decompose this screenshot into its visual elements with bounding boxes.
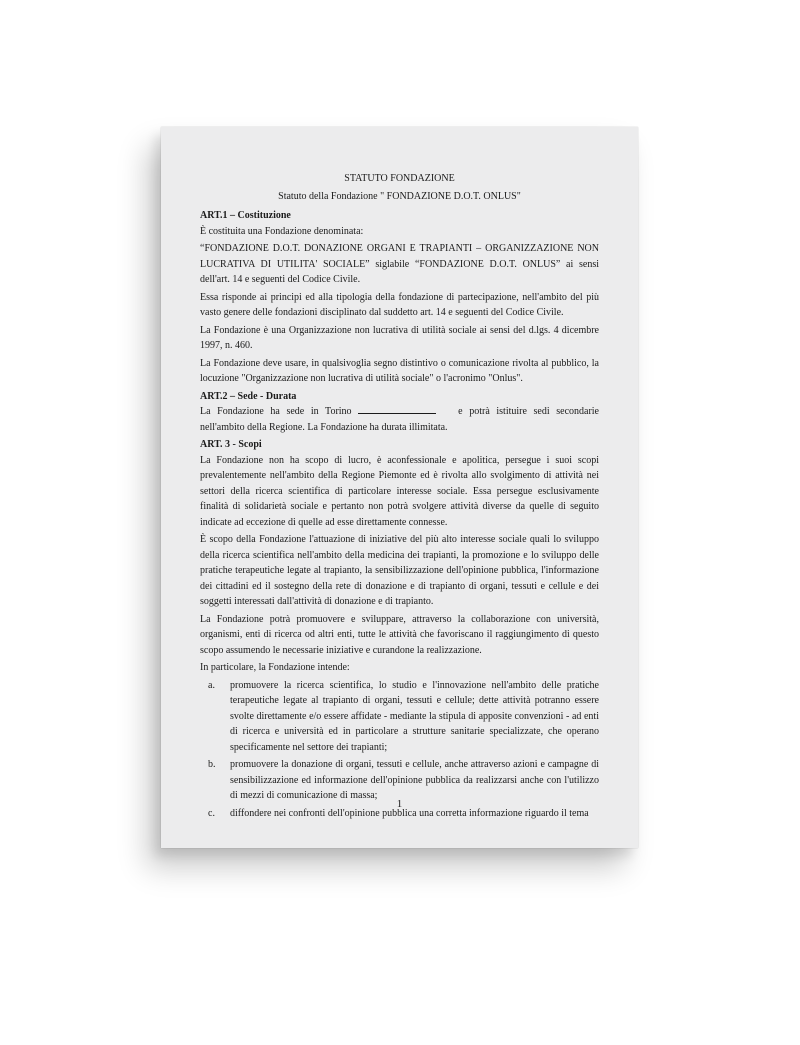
list-item-text: diffondere nei confronti dell'opinione pubblica una corretta informazione riguardo il tema: [230, 807, 589, 819]
art1-paragraph: La Fondazione deve usare, in qualsivoglia segno distintivo o comunicazione rivolta al pubblico, la locuzione "Organizzazione non lucrativa di utilità sociale" o l'acronimo "Onlus".: [200, 357, 599, 384]
art3-paragraph: La Fondazione potrà promuovere e sviluppare, attraverso la collaborazione con università, organismi, enti di ricerca od altri enti, tutte le attività che favoriscano il raggiungimento di questo scopo assumendo le necessarie iniziative e curandone la realizzazione.: [200, 613, 599, 656]
art3-paragraph: In particolare, la Fondazione intende:: [200, 662, 350, 673]
art3-paragraph: È scopo della Fondazione l'attuazione di iniziative del più alto interesse sociale quali lo sviluppo della ricerca scientifica nell'ambito della medicina dei trapianti, la promozione e lo sviluppo delle pratiche terapeutiche legate al trapianto, la sensibilizzazione dell'opinione pubblica, l'informazione dei cittadini ed il sostegno della rete di donazione e di trapianto di organi, tessuti e cellule e dei soggetti interessati dall'attività di donazione e di trapianto.: [200, 534, 599, 607]
art2-text-after: e potrà istituire sedi secondarie nell'ambito della Regione. La Fondazione ha durata illimitata.: [200, 406, 599, 433]
list-item-text: promuovere la ricerca scientifica, lo studio e l'innovazione nell'ambito delle pratiche terapeutiche legate al trapianto di organi, tessuti e cellule; dette attività potranno essere svolte direttamente e/o essere affidate - mediante la stipula di apposite convenzioni - ad enti di ricerca e università ed in particolare a strutture sanitarie specializzate, che operano specificamente nel settore dei trapianti;: [230, 679, 599, 753]
list-marker: b.: [208, 759, 216, 770]
list-item-text: promuovere la donazione di organi, tessuti e cellule, anche attraverso azioni e campagne di sensibilizzazione ed informazione dell'opinione pubblica da realizzarsi anche con l'utilizzo di mezzi di comunicazione di massa;: [230, 759, 599, 801]
document-subtitle: Statuto della Fondazione " FONDAZIONE D.O.T. ONLUS": [278, 190, 521, 202]
page-number: 1: [396, 798, 403, 810]
art1-paragraph: È costituita una Fondazione denominata:: [200, 225, 364, 237]
art1-paragraph: “FONDAZIONE D.O.T. DONAZIONE ORGANI E TRAPIANTI – ORGANIZZAZIONE NON LUCRATIVA DI UTILITA' SOCIALE” siglabile “FONDAZIONE D.O.T. ONLUS” ai sensi dell'art. 14 e seguenti del Codice Civile.: [200, 243, 599, 285]
list-item: [200, 678, 599, 756]
art1-paragraph: Essa risponde ai principi ed alla tipologia della fondazione di partecipazione, nell'ambito del più vasto genere delle fondazioni disciplinato dal suddetto art. 14 e seguenti del Codice Civile.: [200, 291, 599, 318]
document-title: STATUTO FONDAZIONE: [344, 173, 455, 184]
art1-paragraph: La Fondazione è una Organizzazione non lucrativa di utilità sociale ai sensi del d.lgs. 4 dicembre 1997, n. 460.: [200, 324, 599, 351]
blank-line: [358, 404, 436, 414]
document-page: [161, 127, 638, 848]
art2-heading: ART.2 – Sede - Durata: [200, 390, 297, 402]
list-marker: c.: [208, 807, 215, 819]
art3-heading: ART. 3 - Scopi: [200, 439, 262, 450]
art2-text-before: La Fondazione ha sede in Torino: [200, 406, 352, 417]
art2-paragraph: [200, 404, 599, 435]
art1-heading: ART.1 – Costituzione: [200, 210, 291, 221]
art3-paragraph: La Fondazione non ha scopo di lucro, è aconfessionale e apolitica, persegue i suoi scopi prevalentemente nell'ambito della Regione Piemonte ed è rivolta allo svolgimento di attività nei settori della ricerca scientifica di particolare interesse sociale. Essa persegue esclusivamente finalità di solidarietà sociale e pertanto non potrà svolgere attività diverse da quelle di seguito indicate ad eccezione di quelle ad esse direttamente connesse.: [200, 454, 599, 528]
list-marker: a.: [208, 679, 215, 691]
